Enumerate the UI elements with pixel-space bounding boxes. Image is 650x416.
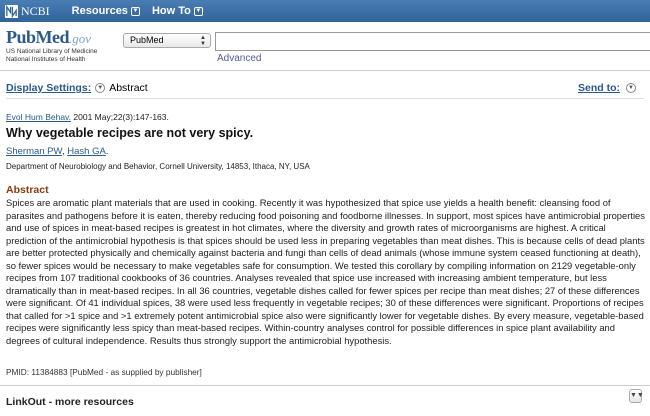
chevron-down-icon[interactable]: ▼ — [195, 8, 202, 14]
chevron-down-icon[interactable]: ▼ — [95, 83, 105, 93]
database-select[interactable] — [123, 33, 211, 48]
nlm-credit[interactable] — [6, 48, 97, 64]
pmid: PMID: 11384883 [PubMed - as supplied by publisher] — [6, 367, 202, 377]
howto-menu[interactable]: How To — [151, 5, 191, 17]
send-to — [578, 82, 640, 94]
divider — [0, 385, 650, 386]
journal-link[interactable]: Evol Hum Behav. — [6, 112, 72, 122]
database-select-value: PubMed — [130, 35, 164, 45]
citation-details: 2001 May;22(3):147-163. — [71, 112, 169, 122]
display-settings-link[interactable]: Display Settings: — [6, 82, 92, 94]
chevron-down-icon[interactable]: ▼ — [626, 83, 636, 93]
abstract-text: Spices are aromatic plant materials that are used in cooking. Recently it was hypothesized that spice use yields a health benefit: cleansing food of parasites and pathogens before it is eaten, thereby reducing food poisoning and foodborne illnesses. In support, most spices have antimicrobial properties and use of spices in meat-based recipes is greatest in hot climates, where the diversity and growth rates of microorganisms are highest. A critical prediction of the antimicrobial hypothesis is that spices should be used less in preparing vegetables than meat dishes. This is because cells of dead plants are better protected physically and chemically against bacteria and fungi than cells of dead animals (whose immune system ceased functioning at death), so fewer spices would be necessary to make vegetables safe for consumption. We tested this corollary by compiling information on 2129 vegetable-only recipes from 107 traditional cookbooks of 36 countries. Analyses revealed that spice use increased with increasing ambient temperature, but less dramatically than in meat-based recipes. In all 36 countries, vegetable dishes called for fewer spices per recipe than meat dishes; 27 of these differences were significant. Of 41 individual spices, 38 were used less frequently in vegetable recipes; 30 of these differences were significant. Proportions of recipes that called for >1 spice and >1 extremely potent antimicrobial spice also were significantly lower for vegetable dishes. By every measure, vegetable-based recipes were significantly less spicy than meat-based recipes. Within-country analyses control for possible differences in spice plant availability and degrees of cultural independence. Results thus strongly support the antimicrobial hypothesis. — [6, 197, 645, 346]
affiliation: Department of Neurobiology and Behavior, Cornell University, 14853, Ithaca, NY, USA — [6, 162, 310, 171]
author-list: Sherman PW, Hash GA. — [6, 146, 109, 157]
ncbi-brand-label: NCBI — [21, 3, 50, 18]
display-format: Abstract — [109, 82, 148, 94]
nlm-line-1: US National Library of Medicine — [6, 48, 98, 55]
abstract-heading: Abstract — [6, 184, 49, 196]
resources-menu[interactable]: Resources — [71, 5, 128, 17]
ncbi-logo-icon — [5, 5, 18, 18]
pubmed-logo-suffix: .gov — [69, 31, 92, 46]
search-bar — [0, 22, 650, 66]
ncbi-brand[interactable] — [5, 4, 50, 19]
ncbi-top-bar — [0, 0, 650, 22]
chevron-down-icon[interactable]: ▼ — [132, 8, 139, 14]
display-settings — [6, 82, 148, 94]
article-title: Why vegetable recipes are not very spicy. — [6, 126, 254, 140]
pubmed-logo[interactable] — [6, 27, 91, 48]
divider — [0, 70, 650, 71]
advanced-search-link[interactable]: Advanced — [217, 53, 262, 64]
nlm-line-2: National Institutes of Health — [6, 56, 86, 63]
citation — [6, 112, 169, 122]
divider — [6, 98, 644, 99]
search-input[interactable] — [215, 32, 650, 51]
send-to-link[interactable]: Send to: — [578, 82, 620, 94]
select-arrows-icon: ▲ ▼ — [200, 35, 206, 47]
pubmed-logo-text: PubMed — [6, 27, 70, 47]
author-link[interactable]: Sherman PW — [6, 146, 62, 157]
expand-icon[interactable]: ▼▼ — [629, 389, 642, 403]
linkout-heading[interactable]: LinkOut - more resources — [6, 396, 134, 408]
author-link[interactable]: Hash GA — [67, 146, 106, 157]
